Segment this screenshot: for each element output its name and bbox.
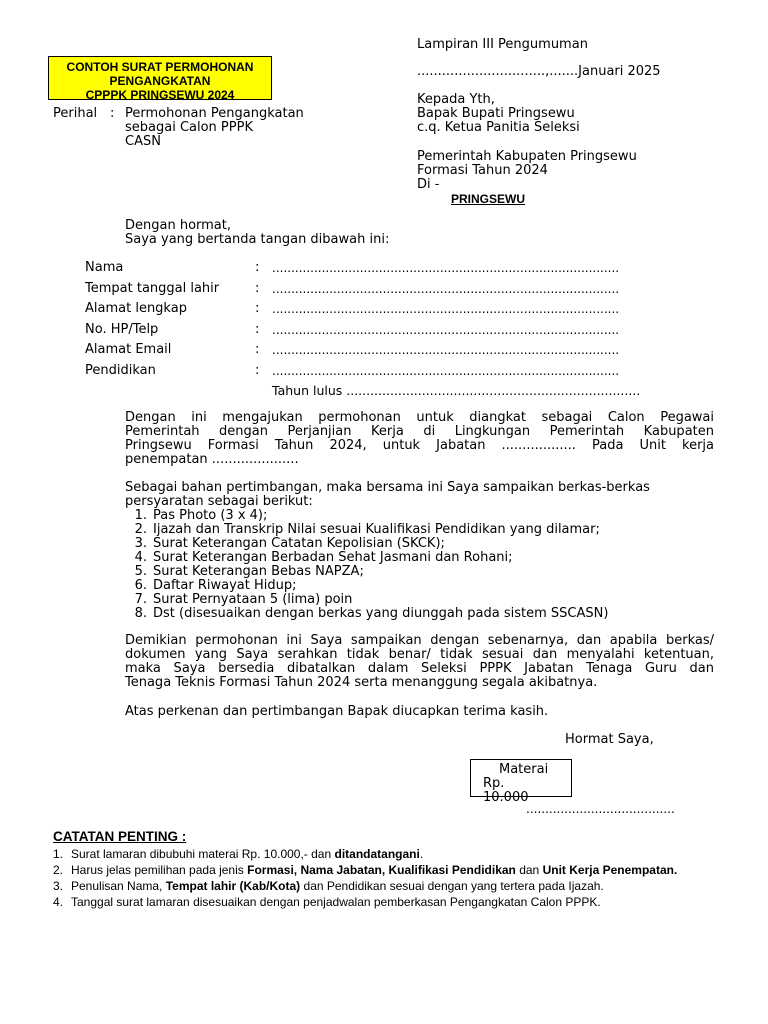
paragraph-declaration [125, 634, 714, 690]
perihal-line-1: Permohonan Pengangkatan [125, 106, 304, 121]
field-row [85, 364, 685, 385]
note-text-part: Surat lamaran dibubuhi materai Rp. 10.000,- dan [71, 847, 335, 861]
note-text-part: dan [515, 863, 543, 877]
requirements-list [125, 509, 608, 621]
para3-line-1: Demikian permohonan ini Saya sampaikan dengan sebenarnya, dan apabila berkas/ [125, 633, 714, 648]
field-label-hp: No. HP/Telp [85, 321, 159, 337]
field-label-nama: Nama [85, 260, 124, 275]
list-text: Ijazah dan Transkrip Nilai sesuai Kualifikasi Pendidikan yang dilamar; [153, 522, 600, 537]
list-number: 5. [134, 564, 147, 579]
list-item [125, 509, 608, 523]
field-row [85, 323, 685, 344]
recipient-line-3: c.q. Ketua Panitia Seleksi [417, 120, 580, 135]
note-text-part: Penulisan Nama, [71, 879, 166, 893]
field-dots: ........................................................................................... [272, 363, 620, 378]
list-number: 2. [134, 522, 147, 537]
field-row [85, 261, 685, 282]
paragraph-application [125, 411, 714, 467]
para3-line-4: Tenaga Teknis Formasi Tahun 2024 serta menanggung segala akibatnya. [125, 675, 598, 690]
recipient-line-5: Formasi Tahun 2024 [417, 163, 548, 178]
field-label-pendidikan: Pendidikan [85, 362, 156, 378]
perihal-colon: : [110, 106, 115, 121]
field-colon: : [255, 321, 260, 337]
list-item [125, 523, 608, 537]
field-colon: : [255, 301, 260, 316]
list-number: 6. [134, 578, 147, 593]
list-text: Dst (disesuaikan dengan berkas yang diunggah pada sistem SSCASN) [153, 606, 609, 621]
recipient-line-4: Pemerintah Kabupaten Pringsewu [417, 149, 637, 164]
list-text: Surat Keterangan Catatan Kepolisian (SKCK); [153, 536, 445, 551]
note-item [53, 880, 703, 893]
note-text-part: dan Pendidikan sesuai dengan yang tertera pada Ijazah. [300, 879, 604, 893]
list-item [125, 607, 608, 621]
perihal-line-3: CASN [125, 134, 161, 149]
list-number: 7. [134, 592, 147, 607]
field-label-email: Alamat Email [85, 342, 172, 357]
list-item [125, 565, 608, 579]
para1-line-1: Dengan ini mengajukan permohonan untuk diangkat sebagai Calon Pegawai [125, 410, 714, 425]
field-colon: : [255, 260, 260, 275]
note-text-bold: Formasi, Nama Jabatan, Kualifikasi Pendidikan [247, 863, 516, 877]
field-dots: ........................................................................................... [272, 322, 620, 337]
field-label-tempat-lahir: Tempat tanggal lahir [85, 280, 220, 296]
list-item [125, 537, 608, 551]
list-number: 4. [134, 550, 147, 565]
notes-list [53, 848, 703, 910]
date-line: ...............................,.......Januari 2025 [417, 64, 661, 79]
field-row [85, 343, 685, 364]
note-item [53, 864, 703, 877]
list-text: Daftar Riwayat Hidup; [153, 578, 297, 593]
note-text-bold: Unit Kerja Penempatan. [542, 863, 678, 877]
title-line-1: CONTOH SURAT PERMOHONAN [66, 60, 254, 74]
field-colon: : [255, 342, 260, 357]
paragraph-requirements [125, 481, 714, 509]
lampiran-text: Lampiran III Pengumuman [417, 37, 588, 52]
title-box [48, 56, 272, 100]
para3-line-2: dokumen yang Saya serahkan tidak benar/ tidak sesuai dan menyalahi ketentuan, [125, 647, 714, 662]
tahun-lulus: Tahun lulus .......................................................................... [272, 383, 641, 398]
para1-line-2: Pemerintah dengan Perjanjian Kerja di Lingkungan Pemerintah Kabupaten [125, 424, 714, 439]
materai-rp: Rp. [483, 776, 505, 791]
greeting-line-2: Saya yang bertanda tangan dibawah ini: [125, 232, 390, 247]
list-item [125, 593, 608, 607]
note-text-bold: Tempat lahir (Kab/Kota) [165, 879, 301, 893]
closing-text: Hormat Saya, [565, 732, 654, 747]
recipient-place: PRINGSEWU [451, 192, 526, 206]
field-row [85, 282, 685, 303]
title-line-2: PENGANGKATAN [109, 74, 211, 88]
recipient-line-2: Bapak Bupati Pringsewu [417, 106, 575, 121]
materai-amount: 10.000 [483, 790, 529, 805]
list-item [125, 579, 608, 593]
para2-line-1: Sebagai bahan pertimbangan, maka bersama ini Saya sampaikan berkas-berkas [125, 480, 650, 495]
list-text: Surat Keterangan Bebas NAPZA; [153, 564, 364, 579]
list-text: Surat Pernyataan 5 (lima) poin [153, 592, 353, 607]
perihal-label: Perihal [53, 106, 98, 121]
note-text-part: Harus jelas pemilihan pada jenis [71, 863, 248, 877]
para3-line-3: maka Saya bersedia dibatalkan dalam Seleksi PPPK Jabatan Tenaga Guru dan [125, 661, 714, 676]
note-text [71, 848, 423, 861]
field-dots: ........................................................................................... [272, 261, 620, 275]
note-item [53, 896, 703, 909]
note-text [71, 880, 604, 893]
field-label-alamat: Alamat lengkap [85, 301, 187, 316]
note-number: 1. [53, 847, 64, 861]
paragraph-thanks: Atas perkenan dan pertimbangan Bapak diucapkan terima kasih. [125, 704, 549, 719]
note-text: Tanggal surat lamaran disesuaikan dengan penjadwalan pemberkasan Pengangkatan Calon PPPK. [71, 895, 601, 909]
para1-line-3: Pringsewu Formasi Tahun 2024, untuk Jabatan .................. Pada Unit kerja [125, 438, 714, 453]
recipient-line-1: Kepada Yth, [417, 92, 495, 107]
perihal-line-2: sebagai Calon PPPK [125, 120, 253, 135]
materai-label: Materai [499, 762, 549, 777]
list-number: 1. [134, 508, 147, 523]
note-text [71, 864, 677, 877]
list-item [125, 551, 608, 565]
field-dots: ........................................................................................... [272, 281, 620, 296]
field-row [85, 302, 685, 323]
recipient-line-6: Di - [417, 177, 440, 192]
signature-line: ....................................... [526, 802, 675, 816]
note-number: 3. [53, 879, 64, 893]
list-number: 3. [134, 536, 147, 551]
materai-box [470, 759, 572, 805]
note-number: 4. [53, 895, 64, 909]
list-text: Pas Photo (3 x 4); [153, 508, 268, 523]
field-colon: : [255, 362, 260, 378]
title-line-3: CPPPK PRINGSEWU 2024 [85, 88, 235, 102]
greeting-line-1: Dengan hormat, [125, 218, 232, 233]
para1-line-4: penempatan ..................... [125, 452, 299, 467]
note-text-bold: ditandatangani [334, 847, 420, 861]
field-dots: ........................................................................................... [272, 302, 620, 316]
list-text: Surat Keterangan Berbadan Sehat Jasmani dan Rohani; [153, 550, 513, 565]
note-item [53, 848, 703, 861]
para2-line-2: persyaratan sebagai berikut: [125, 494, 313, 509]
field-dots: ........................................................................................... [272, 343, 620, 357]
notes-title: CATATAN PENTING : [53, 829, 187, 844]
field-colon: : [255, 280, 260, 296]
identity-fields [85, 261, 685, 384]
note-number: 2. [53, 863, 64, 877]
note-text-part: . [419, 847, 424, 861]
list-number: 8. [134, 606, 147, 621]
